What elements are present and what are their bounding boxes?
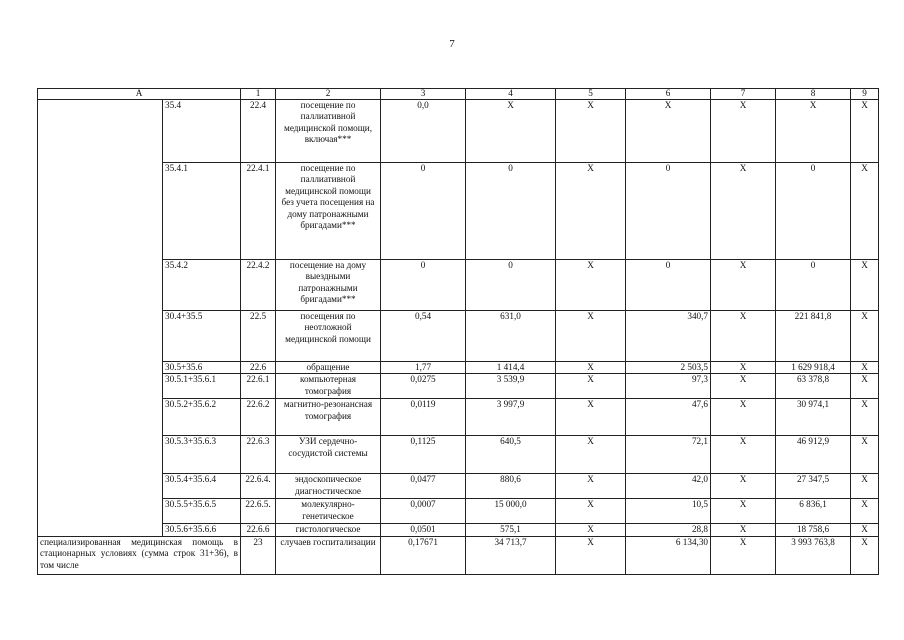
cell-col-6: 340,7 xyxy=(626,311,711,362)
row-description: случаев госпитализации xyxy=(276,536,381,574)
cell-col-9: X xyxy=(851,260,879,311)
cell-col-3: 0,0007 xyxy=(381,499,466,524)
cell-col-7: X xyxy=(711,362,776,374)
cell-col-3: 0,17671 xyxy=(381,536,466,574)
cell-col-4: 3 997,9 xyxy=(466,399,556,436)
row-code: 35.4 xyxy=(163,100,241,163)
cell-col-3: 0,1125 xyxy=(381,436,466,474)
cell-col-7: X xyxy=(711,499,776,524)
row-description: молекулярно-генетическое xyxy=(276,499,381,524)
row-description: посещение на дому выездными патронажными бригадами*** xyxy=(276,260,381,311)
cell-col-6: 47,6 xyxy=(626,399,711,436)
cell-col-7: X xyxy=(711,436,776,474)
table-row xyxy=(38,260,879,311)
row-line-number: 23 xyxy=(241,536,276,574)
cell-col-7: X xyxy=(711,260,776,311)
table-row xyxy=(38,100,879,163)
row-line-number: 22.6.5. xyxy=(241,499,276,524)
cell-col-3: 0 xyxy=(381,260,466,311)
cell-col-9: X xyxy=(851,436,879,474)
cell-col-3: 0,0275 xyxy=(381,374,466,399)
row-code: 30.5.6+35.6.6 xyxy=(163,524,241,536)
cell-col-6: X xyxy=(626,100,711,163)
cell-col-5: X xyxy=(556,163,626,260)
cell-col-6: 42,0 xyxy=(626,474,711,499)
cell-col-4: 640,5 xyxy=(466,436,556,474)
row-description: посещение по паллиативной медицинской помощи без учета посещения на дому патронажными бригадами*** xyxy=(276,163,381,260)
cell-col-8: 3 993 763,8 xyxy=(776,536,851,574)
cell-col-5: X xyxy=(556,436,626,474)
cell-col-9: X xyxy=(851,399,879,436)
cell-col-3: 1,77 xyxy=(381,362,466,374)
cell-col-8: 63 378,8 xyxy=(776,374,851,399)
row-line-number: 22.4.2 xyxy=(241,260,276,311)
row-code: 30.5.2+35.6.2 xyxy=(163,399,241,436)
cell-col-4: 3 539,9 xyxy=(466,374,556,399)
row-code: 35.4.1 xyxy=(163,163,241,260)
cell-col-3: 0 xyxy=(381,163,466,260)
cell-col-8: 0 xyxy=(776,260,851,311)
table-row xyxy=(38,524,879,536)
header-col-9: 9 xyxy=(851,89,879,100)
table-row-final xyxy=(38,536,879,574)
row-line-number: 22.6 xyxy=(241,362,276,374)
cell-col-9: X xyxy=(851,499,879,524)
header-col-1: 1 xyxy=(241,89,276,100)
cell-col-5: X xyxy=(556,474,626,499)
row-code: 30.5.1+35.6.1 xyxy=(163,374,241,399)
cell-col-5: X xyxy=(556,536,626,574)
row-code: 30.5.5+35.6.5 xyxy=(163,499,241,524)
header-col-5: 5 xyxy=(556,89,626,100)
row-description: эндоскопическое диагностическое xyxy=(276,474,381,499)
cell-col-4: 631,0 xyxy=(466,311,556,362)
header-col-6: 6 xyxy=(626,89,711,100)
cell-col-8: 30 974,1 xyxy=(776,399,851,436)
cell-col-9: X xyxy=(851,362,879,374)
cell-col-7: X xyxy=(711,536,776,574)
table-row xyxy=(38,311,879,362)
cell-col-7: X xyxy=(711,474,776,499)
row-code: 30.5.3+35.6.3 xyxy=(163,436,241,474)
cell-col-7: X xyxy=(711,100,776,163)
cell-col-8: 0 xyxy=(776,163,851,260)
cell-col-4: 575,1 xyxy=(466,524,556,536)
cell-col-4: 34 713,7 xyxy=(466,536,556,574)
cell-col-4: 0 xyxy=(466,260,556,311)
row-code: 35.4.2 xyxy=(163,260,241,311)
row-description: магнитно-резонансная томография xyxy=(276,399,381,436)
cell-col-5: X xyxy=(556,100,626,163)
cell-col-6: 6 134,30 xyxy=(626,536,711,574)
row-description: гистологическое xyxy=(276,524,381,536)
table-row xyxy=(38,374,879,399)
cell-col-9: X xyxy=(851,100,879,163)
section-label-cell xyxy=(38,100,163,537)
header-col-8: 8 xyxy=(776,89,851,100)
cell-col-5: X xyxy=(556,399,626,436)
cell-col-5: X xyxy=(556,362,626,374)
cell-col-6: 0 xyxy=(626,260,711,311)
cell-col-8: X xyxy=(776,100,851,163)
cell-col-7: X xyxy=(711,311,776,362)
cell-col-9: X xyxy=(851,536,879,574)
table-row xyxy=(38,362,879,374)
row-line-number: 22.6.4. xyxy=(241,474,276,499)
cell-col-7: X xyxy=(711,399,776,436)
final-row-label: специализированная медицинская помощь в стационарных условиях (сумма строк 31+36), в том числе xyxy=(38,536,241,574)
row-line-number: 22.6.3 xyxy=(241,436,276,474)
cell-col-8: 1 629 918,4 xyxy=(776,362,851,374)
cell-col-4: 880,6 xyxy=(466,474,556,499)
cell-col-8: 27 347,5 xyxy=(776,474,851,499)
cell-col-9: X xyxy=(851,474,879,499)
header-col-3: 3 xyxy=(381,89,466,100)
cell-col-4: 1 414,4 xyxy=(466,362,556,374)
table-row xyxy=(38,163,879,260)
cell-col-8: 18 758,6 xyxy=(776,524,851,536)
cell-col-9: X xyxy=(851,524,879,536)
table-row xyxy=(38,436,879,474)
header-row xyxy=(38,89,879,100)
cell-col-6: 72,1 xyxy=(626,436,711,474)
cell-col-8: 6 836,1 xyxy=(776,499,851,524)
row-description: компьютерная томография xyxy=(276,374,381,399)
cell-col-9: X xyxy=(851,374,879,399)
cell-col-8: 46 912,9 xyxy=(776,436,851,474)
cell-col-6: 97,3 xyxy=(626,374,711,399)
cell-col-7: X xyxy=(711,524,776,536)
cell-col-7: X xyxy=(711,374,776,399)
cell-col-6: 2 503,5 xyxy=(626,362,711,374)
cell-col-5: X xyxy=(556,260,626,311)
row-code: 30.4+35.5 xyxy=(163,311,241,362)
cell-col-3: 0,0501 xyxy=(381,524,466,536)
row-line-number: 22.6.1 xyxy=(241,374,276,399)
row-code: 30.5.4+35.6.4 xyxy=(163,474,241,499)
cell-col-3: 0,0 xyxy=(381,100,466,163)
cell-col-8: 221 841,8 xyxy=(776,311,851,362)
cell-col-4: X xyxy=(466,100,556,163)
table-row xyxy=(38,399,879,436)
table-row xyxy=(38,474,879,499)
cell-col-4: 0 xyxy=(466,163,556,260)
cell-col-6: 10,5 xyxy=(626,499,711,524)
cell-col-6: 0 xyxy=(626,163,711,260)
row-code: 30.5+35.6 xyxy=(163,362,241,374)
row-description: посещение по паллиативной медицинской помощи, включая*** xyxy=(276,100,381,163)
row-description: обращение xyxy=(276,362,381,374)
row-line-number: 22.4 xyxy=(241,100,276,163)
table-row xyxy=(38,499,879,524)
cell-col-9: X xyxy=(851,311,879,362)
header-col-a: А xyxy=(38,89,241,100)
cell-col-9: X xyxy=(851,163,879,260)
row-line-number: 22.4.1 xyxy=(241,163,276,260)
cell-col-7: X xyxy=(711,163,776,260)
page-number: 7 xyxy=(449,38,455,50)
row-line-number: 22.6.2 xyxy=(241,399,276,436)
cell-col-5: X xyxy=(556,524,626,536)
cell-col-4: 15 000,0 xyxy=(466,499,556,524)
row-line-number: 22.5 xyxy=(241,311,276,362)
header-col-2: 2 xyxy=(276,89,381,100)
cell-col-3: 0,0477 xyxy=(381,474,466,499)
cell-col-6: 28,8 xyxy=(626,524,711,536)
row-description: УЗИ сердечно-сосудистой системы xyxy=(276,436,381,474)
cell-col-3: 0,0119 xyxy=(381,399,466,436)
row-line-number: 22.6.6 xyxy=(241,524,276,536)
cell-col-5: X xyxy=(556,311,626,362)
cell-col-5: X xyxy=(556,499,626,524)
header-col-4: 4 xyxy=(466,89,556,100)
cell-col-3: 0,54 xyxy=(381,311,466,362)
header-col-7: 7 xyxy=(711,89,776,100)
cell-col-5: X xyxy=(556,374,626,399)
tariff-table xyxy=(37,88,879,575)
row-description: посещения по неотложной медицинской помощи xyxy=(276,311,381,362)
